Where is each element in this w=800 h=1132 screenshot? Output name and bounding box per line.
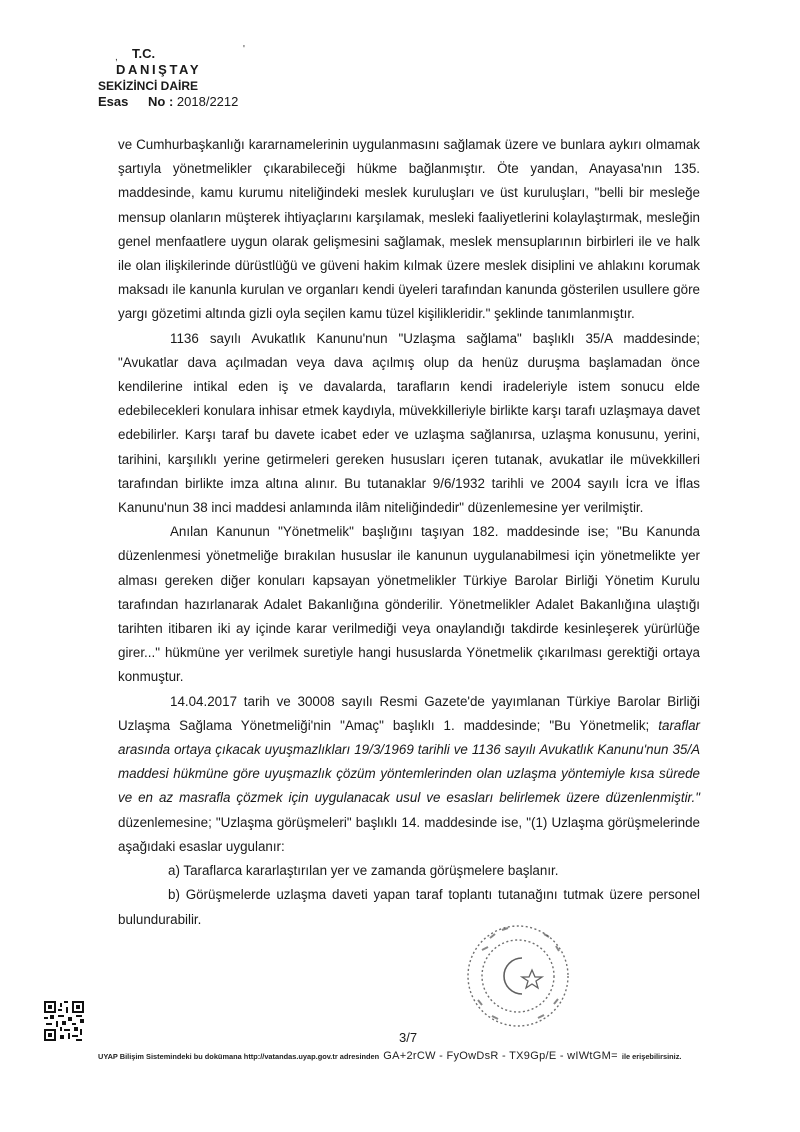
paragraph-4-quote: taraflar arasında ortaya çıkacak uyuşmazlıkları 19/3/1969 tarihli ve 1136 sayılı Avukatlık Kanunu'nun 35/A maddesi hükmüne göre uyuşmazlık çözüm yöntemlerinden olan uzlaşma yöntemiyle kısa sürede ve en az masrafla çözmek için uygulanacak usul ve esasları belirlemek üzere düzenlenmiştir." — [118, 717, 700, 806]
list-item-a: a) Taraflarca kararlaştırılan yer ve zamanda görüşmelere başlanır. — [168, 863, 559, 879]
republic-label: T.C. — [132, 46, 156, 61]
footer-prefix: UYAP Bilişim Sistemindeki bu dokümana http://vatandas.uyap.gov.tr adresinden — [98, 1052, 380, 1061]
pen-mark: ' — [243, 44, 245, 55]
paragraph-1: ve Cumhurbaşkanlığı kararnamelerinin uygulanmasını sağlamak üzere ve bunlara aykırı olmamak şartıyla yönetmelikler çıkarabileceği hükme bağlanmıştır. Öte yandan, Anayasa'nın 135. maddesinde, kamu kurumu niteliğindeki meslek kuruluşları ve üst kuruluşları, "belli bir mesleğe mensup olanların müşterek ihtiyaçlarını karşılamak, mesleki faaliyetlerini kolaylaştırmak, mesleğin genel menfaatlere uygun olarak gelişmesini sağlamak, meslek mensuplarının birbirleri ile ve halk ile olan ilişkilerinde dürüstlüğü ve güveni hakim kılmak üzere meslek disiplini ve ahlakını korumak maksadı ile kanunla kurulan ve organları kendi üyeleri tarafından kanunda gösterilen usullere göre yargı gözetimi altında gizli oyla seçilen kamu tüzel kişilikleridir." şeklinde tanımlanmıştır. — [118, 137, 700, 322]
verification-footer — [98, 1050, 681, 1062]
verification-code: GA+2rCW - FyOwDsR - TX9Gp/E - wIWtGM= — [383, 1050, 618, 1062]
footer-suffix: ile erişebilirsiniz. — [621, 1052, 682, 1061]
document-body — [118, 133, 700, 932]
no-label: No : — [148, 94, 174, 109]
paragraph-2: 1136 sayılı Avukatlık Kanunu'nun "Uzlaşma sağlama" başlıklı 35/A maddesinde; "Avukatlar dava açılmadan veya dava açılmış olup da henüz duruşma başlamadan önce kendilerine intikal eden iş ve davalarda, tarafların kendi iradeleriyle istem sonucu elde edebilecekleri konulara inhisar etmek kaydıyla, müvekkilleriyle birlikte karşı tarafı uzlaşmaya davet edebilirler. Karşı taraf bu davete icabet eder ve uzlaşma sağlanırsa, uzlaşma konusunu, yerini, tarihini, karşılıklı yerine getirmeleri gereken hususları içeren tutanak, avukatlar ile müvekkilleri tarafından birlikte imza altına alınır. Bu tutanaklar 9/6/1932 tarihli ve 2004 sayılı İcra ve İflas Kanunu'nun 38 inci maddesi anlamında ilâm niteliğindedir" düzenlemesine yer verilmiştir. — [118, 330, 700, 516]
qr-code — [44, 1001, 84, 1041]
esas-label: Esas — [98, 94, 129, 109]
case-number-line — [98, 94, 238, 110]
paragraph-4-part-c: düzenlemesine; "Uzlaşma görüşmeleri" başlıklı 14. maddesinde ise, "(1) Uzlaşma görüşmelerinde aşağıdaki esaslar uygulanır: — [118, 814, 700, 854]
court-name: DANIŞTAY — [116, 62, 202, 77]
page-number: 3/7 — [399, 1030, 418, 1045]
department-name: SEKİZİNCİ DAİRE — [98, 79, 199, 93]
official-seal-stamp — [462, 920, 574, 1032]
document-header — [98, 46, 238, 110]
pen-mark: , — [115, 52, 118, 63]
list-item-b: b) Görüşmelerde uzlaşma daveti yapan taraf toplantı tutanağını tutmak üzere personel bulundurabilir. — [118, 887, 700, 927]
paragraph-3: Anılan Kanunun "Yönetmelik" başlığını taşıyan 182. maddesinde ise; "Bu Kanunda düzenlenmesi yönetmeliğe bırakılan hususlar ile kanunun uygulanabilmesi için yönetmelikte yer alması gereken diğer konuları kapsayan yönetmelikler Türkiye Barolar Birliği Yönetim Kurulu tarafından hazırlanarak Adalet Bakanlığına gönderilir. Yönetmelikler Adalet Bakanlığına ulaştığı tarihten itibaren iki ay içinde karar verilmediği veya onaylandığı takdirde kesinleşerek yürürlüğe girer..." hükmüne yer verilmek suretiyle hangi hususlarda Yönetmelik çıkarılması gerektiği ortaya konmuştur. — [118, 524, 700, 685]
paragraph-4-part-a: 14.04.2017 tarih ve 30008 sayılı Resmi Gazete'de yayımlanan Türkiye Barolar Birliği Uzlaşma Sağlama Yönetmeliği'nin "Amaç" başlıklı 1. maddesinde; "Bu Yönetmelik; — [118, 693, 700, 733]
case-number: 2018/2212 — [176, 94, 239, 109]
paragraph-4 — [118, 690, 700, 859]
